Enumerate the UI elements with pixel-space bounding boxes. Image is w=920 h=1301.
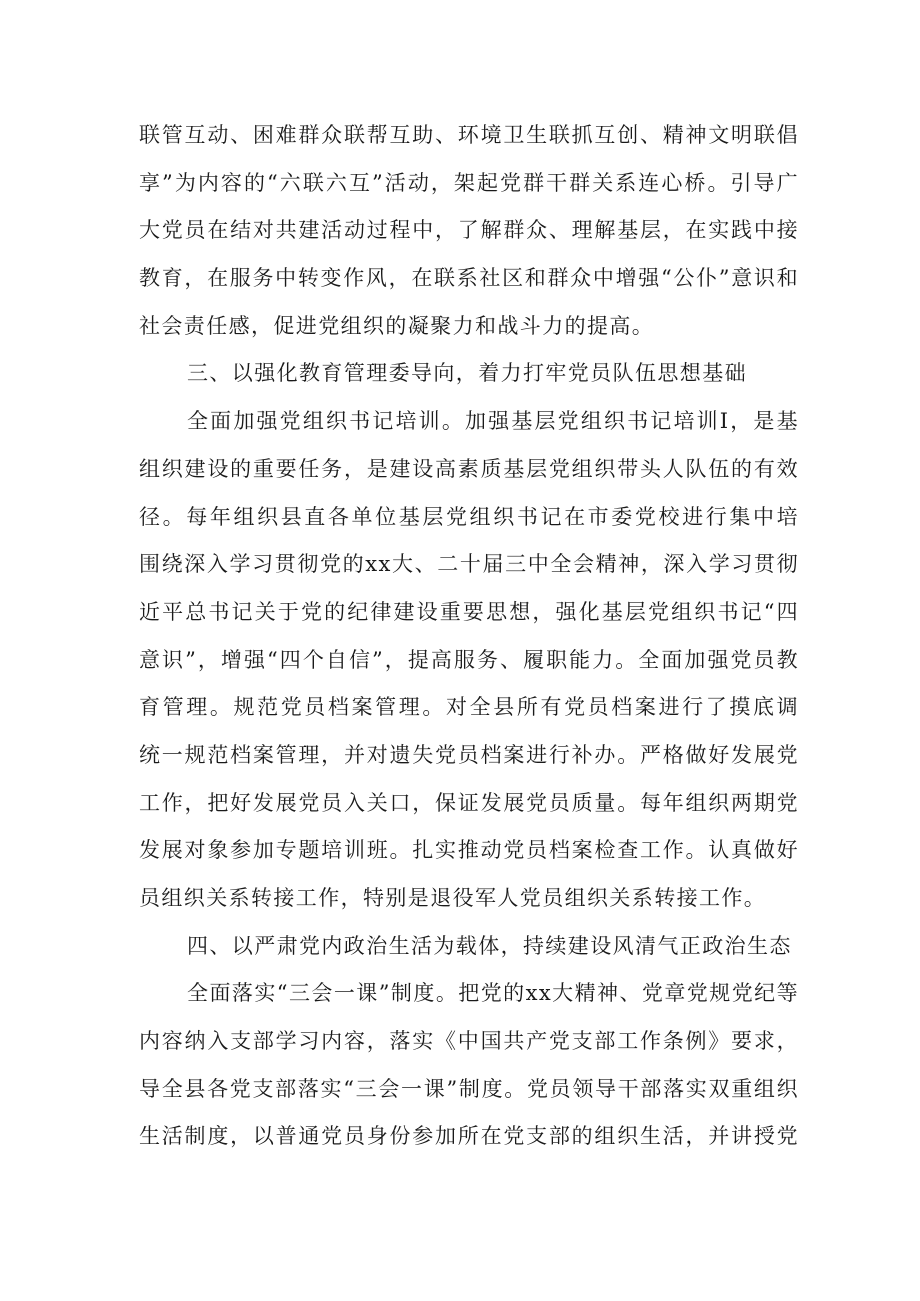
paragraph-line: 发展对象参加专题培训班。扎实推动党员档案检查工作。认真做好 [139,838,799,863]
paragraph-line: 径。每年组织县直各单位基层党组织书记在市委党校进行集中培 [139,504,799,529]
paragraph-line: 近平总书记关于党的纪律建设重要思想，强化基层党组织书记“四 [139,599,799,624]
paragraph-line: 统一规范档案管理，并对遗失党员档案进行补办。严格做好发展党 [139,742,799,767]
paragraph-line: 组织建设的重要任务，是建设高素质基层党组织带头人队伍的有效 [139,456,799,481]
paragraph-line: 育管理。规范党员档案管理。对全县所有党员档案进行了摸底调 [139,695,799,720]
document-body [139,112,799,1161]
paragraph-line: 围绕深入学习贯彻党的xx大、二十届三中全会精神，深入学习贯彻 [139,552,799,577]
paragraph-line: 工作，把好发展党员入关口，保证发展党员质量。每年组织两期党 [139,790,799,815]
section-heading-3: 三、以强化教育管理委导向，着力打牢党员队伍思想基础 [187,361,747,386]
paragraph-line: 全面加强党组织书记培训。加强基层党组织书记培训I，是基 [187,409,799,434]
paragraph-line: 导全县各党支部落实“三会一课”制度。党员领导干部落实双重组织 [139,1076,799,1101]
paragraph-line: 大党员在结对共建活动过程中，了解群众、理解基层，在实践中接 [139,218,799,243]
section-heading-4: 四、以严肃党内政治生活为载体，持续建设风清气正政治生态 [187,933,792,958]
paragraph-line: 社会责任感，促进党组织的凝聚力和战斗力的提高。 [139,313,655,338]
paragraph-line: 生活制度，以普通党员身份参加所在党支部的组织生活，并讲授党 [139,1124,799,1149]
paragraph-line: 联管互动、困难群众联帮互助、环境卫生联抓互创、精神文明联倡 [139,123,799,147]
paragraph-line: 享”为内容的“六联六互”活动，架起党群干群关系连心桥。引导广 [139,170,799,195]
paragraph-line: 内容纳入支部学习内容，落实《中国共产党支部工作条例》要求， [139,1029,799,1054]
paragraph-line: 全面落实“三会一课”制度。把党的xx大精神、党章党规党纪等 [187,981,799,1006]
paragraph-line: 教育，在服务中转变作风，在联系社区和群众中增强“公仆”意识和 [139,266,799,291]
paragraph-line: 意识”，增强“四个自信”，提高服务、履职能力。全面加强党员教 [139,647,799,672]
paragraph-line: 员组织关系转接工作，特别是退役军人党员组织关系转接工作。 [139,886,767,910]
